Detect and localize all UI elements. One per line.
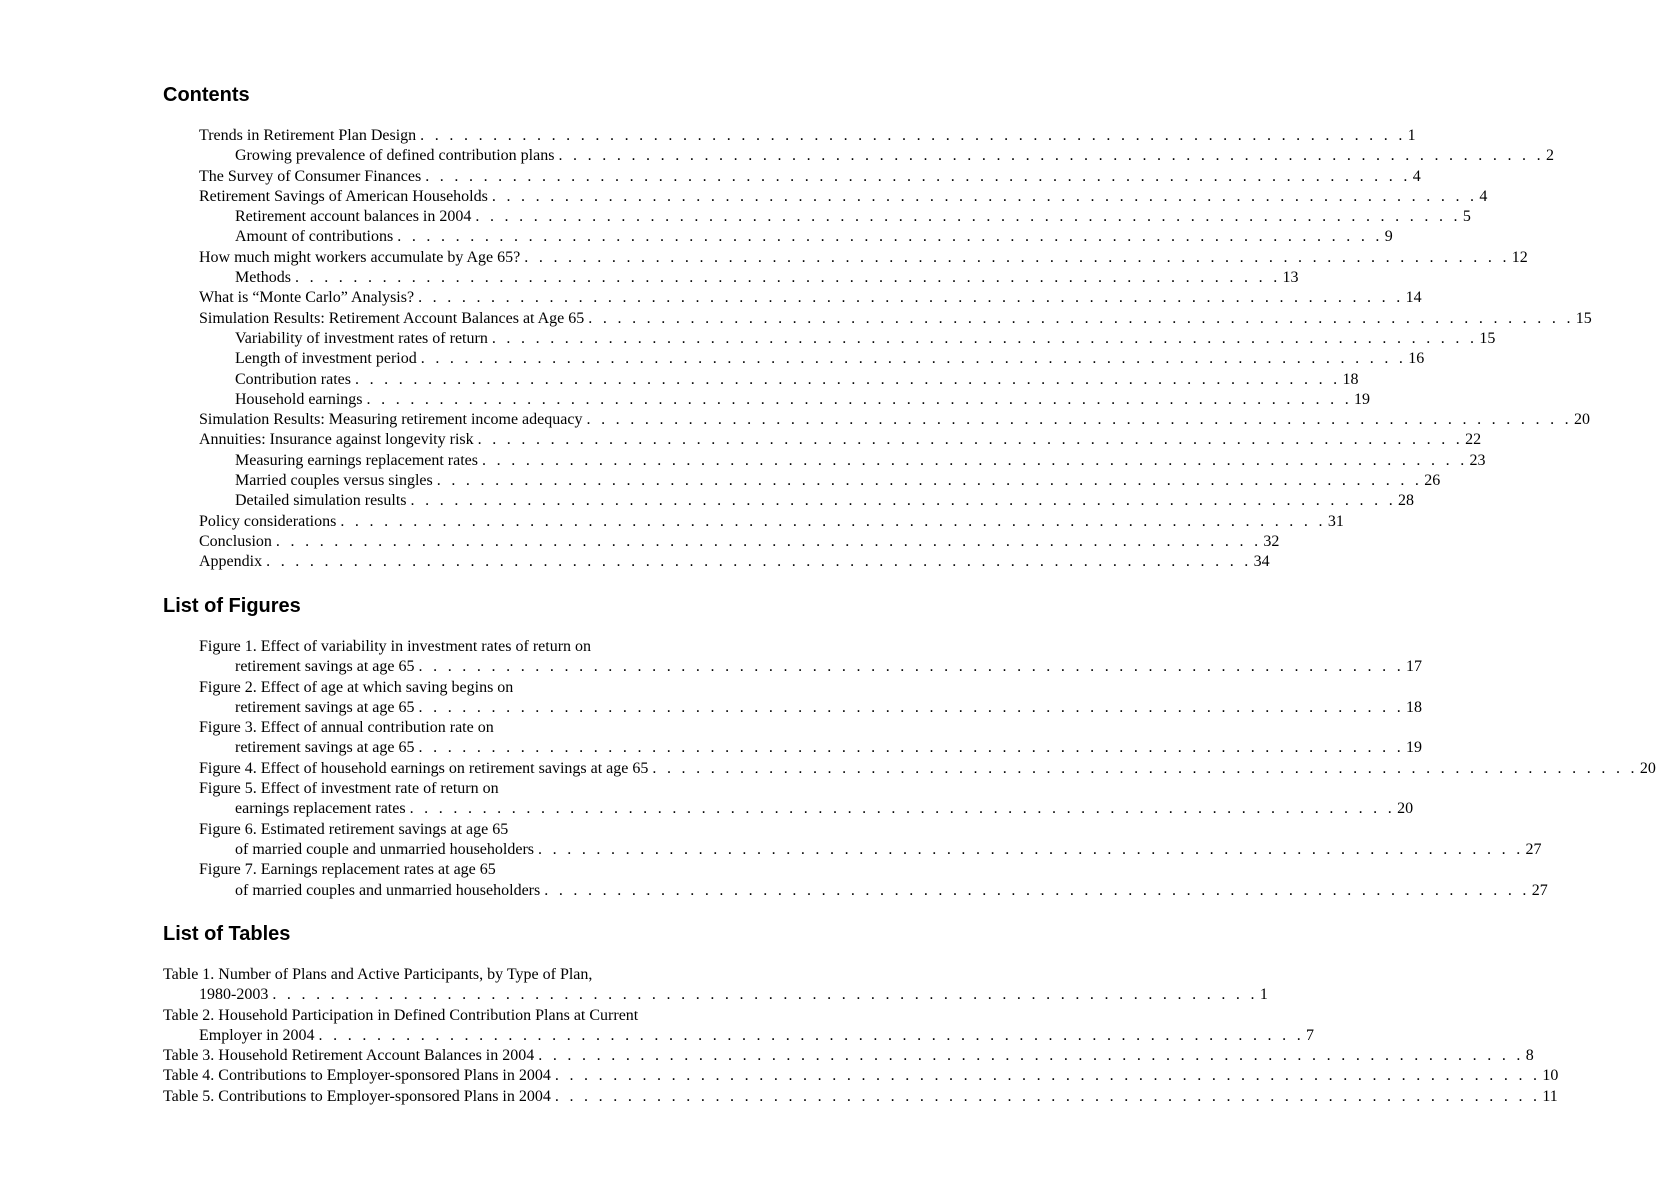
toc-entry-label: Table 4. Contributions to Employer-sponsored Plans in 2004 [163, 1066, 555, 1086]
toc-entry[interactable]: earnings replacement rates . . . . . . . . . . . . . . . . . . . . . . . . . . . . . . . . . . . . . . . . . . . . . . . . . . . . . . . . . . . . . . . . . . . . 20 [0, 799, 920, 819]
figure-entry-line1 [0, 637, 920, 657]
toc-entry[interactable]: The Survey of Consumer Finances . . . . . . . . . . . . . . . . . . . . . . . . . . . . . . . . . . . . . . . . . . . . . . . . . . . . . . . . . . . . . . . . . . . . 4 [0, 167, 920, 187]
tables-list [0, 965, 1559, 1107]
toc-entry-page: 8 [1524, 1046, 1534, 1066]
toc-entry-page: 23 [1468, 451, 1486, 471]
toc-entry-page: 32 [1261, 532, 1279, 552]
toc-entry-page: 26 [1422, 471, 1440, 491]
toc-entry-page: 1 [1258, 985, 1268, 1005]
figure-entry-line1 [0, 820, 920, 840]
figure-entry-line1 [0, 678, 920, 698]
toc-entry[interactable]: Simulation Results: Measuring retirement income adequacy . . . . . . . . . . . . . . . . . . . . . . . . . . . . . . . . . . . . . . . . . . . . . . . . . . . . . . . . . . . . . . . . . . . . 20 [0, 410, 920, 430]
toc-entry-label: Employer in 2004 [199, 1026, 319, 1046]
toc-entry-label: Length of investment period [235, 349, 421, 369]
toc-entry-page: 28 [1396, 491, 1414, 511]
figure-entry-text: Figure 5. Effect of investment rate of return on [199, 780, 499, 798]
toc-entry-page: 20 [1638, 759, 1656, 779]
toc-entry-page: 18 [1404, 698, 1422, 718]
toc-entry-label: Simulation Results: Retirement Account Balances at Age 65 [199, 309, 588, 329]
toc-entry-page: 10 [1540, 1066, 1558, 1086]
toc-entry-label: Simulation Results: Measuring retirement income adequacy [199, 410, 586, 430]
toc-entry-label: Table 3. Household Retirement Account Balances in 2004 [163, 1046, 538, 1066]
toc-entry-label: Retirement account balances in 2004 [235, 207, 475, 227]
toc-entry-label: Variability of investment rates of return [235, 329, 492, 349]
toc-entry-label: 1980-2003 [199, 985, 272, 1005]
toc-entry-label: Detailed simulation results [235, 491, 411, 511]
toc-entry-label: of married couples and unmarried householders [235, 881, 544, 901]
toc-entry[interactable]: of married couple and unmarried householders . . . . . . . . . . . . . . . . . . . . . . . . . . . . . . . . . . . . . . . . . . . . . . . . . . . . . . . . . . . . . . . . . . . . 27 [0, 840, 920, 860]
toc-entry-label: Measuring earnings replacement rates [235, 451, 482, 471]
toc-entry-label: Appendix [199, 552, 266, 572]
toc-entry-label: earnings replacement rates [235, 799, 410, 819]
toc-entry-label: Conclusion [199, 532, 276, 552]
toc-entry-page: 19 [1404, 738, 1422, 758]
toc-entry[interactable]: Retirement Savings of American Households . . . . . . . . . . . . . . . . . . . . . . . . . . . . . . . . . . . . . . . . . . . . . . . . . . . . . . . . . . . . . . . . . . . . 4 [0, 187, 920, 207]
toc-entry-label: retirement savings at age 65 [235, 657, 419, 677]
table-entry-text: Table 2. Household Participation in Defined Contribution Plans at Current [163, 1006, 639, 1024]
toc-entry-label: Annuities: Insurance against longevity risk [199, 430, 478, 450]
toc-entry-page: 17 [1404, 657, 1422, 677]
toc-entry-page: 22 [1463, 430, 1481, 450]
toc-entry-label: Methods [235, 268, 295, 288]
toc-entry-page: 2 [1544, 146, 1554, 166]
toc-entry[interactable]: Married couples versus singles . . . . . . . . . . . . . . . . . . . . . . . . . . . . . . . . . . . . . . . . . . . . . . . . . . . . . . . . . . . . . . . . . . . . 26 [0, 471, 920, 491]
figure-entry-line1 [0, 860, 920, 880]
toc-entry[interactable]: retirement savings at age 65 . . . . . . . . . . . . . . . . . . . . . . . . . . . . . . . . . . . . . . . . . . . . . . . . . . . . . . . . . . . . . . . . . . . . 17 [0, 657, 920, 677]
toc-entry[interactable]: Contribution rates . . . . . . . . . . . . . . . . . . . . . . . . . . . . . . . . . . . . . . . . . . . . . . . . . . . . . . . . . . . . . . . . . . . . 18 [0, 370, 920, 390]
toc-entry[interactable]: Conclusion . . . . . . . . . . . . . . . . . . . . . . . . . . . . . . . . . . . . . . . . . . . . . . . . . . . . . . . . . . . . . . . . . . . . 32 [0, 532, 920, 552]
toc-entry-label: Married couples versus singles [235, 471, 437, 491]
toc-entry[interactable]: retirement savings at age 65 . . . . . . . . . . . . . . . . . . . . . . . . . . . . . . . . . . . . . . . . . . . . . . . . . . . . . . . . . . . . . . . . . . . . 18 [0, 698, 920, 718]
toc-entry[interactable]: of married couples and unmarried householders . . . . . . . . . . . . . . . . . . . . . . . . . . . . . . . . . . . . . . . . . . . . . . . . . . . . . . . . . . . . . . . . . . . . 27 [0, 881, 920, 901]
tables-heading: List of Tables [163, 923, 291, 945]
toc-entry[interactable]: Figure 4. Effect of household earnings on retirement savings at age 65 . . . . . . . . . . . . . . . . . . . . . . . . . . . . . . . . . . . . . . . . . . . . . . . . . . . . . . . . . . . . . . . . . . . . 20 [0, 759, 920, 779]
toc-entry-page: 27 [1524, 840, 1542, 860]
toc-entry[interactable]: Household earnings . . . . . . . . . . . . . . . . . . . . . . . . . . . . . . . . . . . . . . . . . . . . . . . . . . . . . . . . . . . . . . . . . . . . 19 [0, 390, 920, 410]
toc-entry[interactable]: How much might workers accumulate by Age 65? . . . . . . . . . . . . . . . . . . . . . . . . . . . . . . . . . . . . . . . . . . . . . . . . . . . . . . . . . . . . . . . . . . . . 12 [0, 248, 920, 268]
figure-entry-text: Figure 3. Effect of annual contribution rate on [199, 719, 494, 737]
toc-entry-page: 14 [1404, 288, 1422, 308]
contents-list [0, 126, 1592, 573]
toc-entry[interactable]: Measuring earnings replacement rates . . . . . . . . . . . . . . . . . . . . . . . . . . . . . . . . . . . . . . . . . . . . . . . . . . . . . . . . . . . . . . . . . . . . 23 [0, 451, 920, 471]
toc-entry-label: Table 5. Contributions to Employer-sponsored Plans in 2004 [163, 1087, 555, 1107]
toc-entry[interactable]: Detailed simulation results . . . . . . . . . . . . . . . . . . . . . . . . . . . . . . . . . . . . . . . . . . . . . . . . . . . . . . . . . . . . . . . . . . . . 28 [0, 491, 920, 511]
toc-entry[interactable]: Table 5. Contributions to Employer-sponsored Plans in 2004 . . . . . . . . . . . . . . . . . . . . . . . . . . . . . . . . . . . . . . . . . . . . . . . . . . . . . . . . . . . . . . . . . . . . 11 [0, 1087, 920, 1107]
toc-entry-page: 5 [1461, 207, 1471, 227]
toc-entry[interactable]: Annuities: Insurance against longevity risk . . . . . . . . . . . . . . . . . . . . . . . . . . . . . . . . . . . . . . . . . . . . . . . . . . . . . . . . . . . . . . . . . . . . 22 [0, 430, 920, 450]
toc-entry[interactable]: Appendix . . . . . . . . . . . . . . . . . . . . . . . . . . . . . . . . . . . . . . . . . . . . . . . . . . . . . . . . . . . . . . . . . . . . 34 [0, 552, 920, 572]
contents-heading: Contents [163, 84, 250, 106]
toc-entry-label: Household earnings [235, 390, 367, 410]
figure-entry-line1 [0, 779, 920, 799]
toc-entry[interactable]: Table 3. Household Retirement Account Balances in 2004 . . . . . . . . . . . . . . . . . . . . . . . . . . . . . . . . . . . . . . . . . . . . . . . . . . . . . . . . . . . . . . . . . . . . 8 [0, 1046, 920, 1066]
figures-list [0, 637, 1656, 901]
toc-entry-page: 15 [1574, 309, 1592, 329]
toc-entry[interactable]: Simulation Results: Retirement Account Balances at Age 65 . . . . . . . . . . . . . . . . . . . . . . . . . . . . . . . . . . . . . . . . . . . . . . . . . . . . . . . . . . . . . . . . . . . . 15 [0, 309, 920, 329]
figure-entry-line1 [0, 718, 920, 738]
toc-entry[interactable]: Policy considerations . . . . . . . . . . . . . . . . . . . . . . . . . . . . . . . . . . . . . . . . . . . . . . . . . . . . . . . . . . . . . . . . . . . . 31 [0, 512, 920, 532]
toc-entry[interactable]: 1980-2003 . . . . . . . . . . . . . . . . . . . . . . . . . . . . . . . . . . . . . . . . . . . . . . . . . . . . . . . . . . . . . . . . . . . . 1 [0, 985, 920, 1005]
toc-entry-label: Retirement Savings of American Households [199, 187, 492, 207]
toc-entry-page: 11 [1540, 1087, 1557, 1107]
toc-entry-page: 4 [1477, 187, 1487, 207]
toc-entry-label: Amount of contributions [235, 227, 397, 247]
toc-entry[interactable]: Methods . . . . . . . . . . . . . . . . . . . . . . . . . . . . . . . . . . . . . . . . . . . . . . . . . . . . . . . . . . . . . . . . . . . . 13 [0, 268, 920, 288]
toc-entry-page: 9 [1383, 227, 1393, 247]
toc-entry[interactable]: retirement savings at age 65 . . . . . . . . . . . . . . . . . . . . . . . . . . . . . . . . . . . . . . . . . . . . . . . . . . . . . . . . . . . . . . . . . . . . 19 [0, 738, 920, 758]
toc-entry-label: The Survey of Consumer Finances [199, 167, 425, 187]
table-entry-text: Table 1. Number of Plans and Active Participants, by Type of Plan, [163, 966, 593, 983]
toc-entry-label: retirement savings at age 65 [235, 738, 419, 758]
toc-entry-label: retirement savings at age 65 [235, 698, 419, 718]
toc-entry-page: 20 [1572, 410, 1590, 430]
toc-entry-label: Figure 4. Effect of household earnings on retirement savings at age 65 [199, 759, 652, 779]
toc-entry[interactable]: Trends in Retirement Plan Design . . . . . . . . . . . . . . . . . . . . . . . . . . . . . . . . . . . . . . . . . . . . . . . . . . . . . . . . . . . . . . . . . . . . 1 [0, 126, 920, 146]
figure-entry-text: Figure 7. Earnings replacement rates at age 65 [199, 861, 496, 879]
toc-entry[interactable]: Retirement account balances in 2004 . . . . . . . . . . . . . . . . . . . . . . . . . . . . . . . . . . . . . . . . . . . . . . . . . . . . . . . . . . . . . . . . . . . . 5 [0, 207, 920, 227]
figure-entry-text: Figure 6. Estimated retirement savings at age 65 [199, 820, 509, 838]
toc-entry-page: 20 [1395, 799, 1413, 819]
table-entry-line1 [0, 965, 920, 985]
table-entry-line1 [0, 1006, 920, 1026]
toc-entry-page: 13 [1281, 268, 1299, 288]
toc-entry[interactable]: Amount of contributions . . . . . . . . . . . . . . . . . . . . . . . . . . . . . . . . . . . . . . . . . . . . . . . . . . . . . . . . . . . . . . . . . . . . 9 [0, 227, 920, 247]
toc-entry[interactable]: Table 4. Contributions to Employer-sponsored Plans in 2004 . . . . . . . . . . . . . . . . . . . . . . . . . . . . . . . . . . . . . . . . . . . . . . . . . . . . . . . . . . . . . . . . . . . . 10 [0, 1066, 920, 1086]
toc-entry-page: 4 [1411, 167, 1421, 187]
toc-entry-page: 1 [1406, 126, 1416, 146]
toc-entry-page: 31 [1326, 512, 1344, 532]
toc-entry[interactable]: Length of investment period . . . . . . . . . . . . . . . . . . . . . . . . . . . . . . . . . . . . . . . . . . . . . . . . . . . . . . . . . . . . . . . . . . . . 16 [0, 349, 920, 369]
toc-entry-page: 18 [1340, 370, 1358, 390]
figures-heading: List of Figures [163, 595, 301, 617]
toc-entry[interactable]: What is “Monte Carlo” Analysis? . . . . . . . . . . . . . . . . . . . . . . . . . . . . . . . . . . . . . . . . . . . . . . . . . . . . . . . . . . . . . . . . . . . . 14 [0, 288, 920, 308]
toc-entry-label: Growing prevalence of defined contribution plans [235, 146, 558, 166]
figure-entry-text: Figure 2. Effect of age at which saving begins on [199, 678, 514, 696]
toc-entry-label: of married couple and unmarried householders [235, 840, 538, 860]
toc-entry-page: 12 [1510, 248, 1528, 268]
toc-entry-page: 34 [1252, 552, 1270, 572]
toc-entry-page: 19 [1352, 390, 1370, 410]
toc-entry[interactable]: Growing prevalence of defined contribution plans . . . . . . . . . . . . . . . . . . . . . . . . . . . . . . . . . . . . . . . . . . . . . . . . . . . . . . . . . . . . . . . . . . . . 2 [0, 146, 920, 166]
toc-entry-page: 27 [1530, 881, 1548, 901]
toc-entry-page: 15 [1477, 329, 1495, 349]
toc-entry-label: Trends in Retirement Plan Design [199, 126, 420, 146]
toc-entry-label: Policy considerations [199, 512, 340, 532]
toc-entry[interactable]: Employer in 2004 . . . . . . . . . . . . . . . . . . . . . . . . . . . . . . . . . . . . . . . . . . . . . . . . . . . . . . . . . . . . . . . . . . . . 7 [0, 1026, 920, 1046]
toc-entry-page: 7 [1304, 1026, 1314, 1046]
toc-entry-label: Contribution rates [235, 370, 355, 390]
toc-entry-page: 16 [1406, 349, 1424, 369]
figure-entry-text: Figure 1. Effect of variability in investment rates of return on [199, 638, 592, 655]
toc-entry-label: What is “Monte Carlo” Analysis? [199, 288, 418, 308]
toc-entry-label: How much might workers accumulate by Age 65? [199, 248, 524, 268]
toc-entry[interactable]: Variability of investment rates of return . . . . . . . . . . . . . . . . . . . . . . . . . . . . . . . . . . . . . . . . . . . . . . . . . . . . . . . . . . . . . . . . . . . . 15 [0, 329, 920, 349]
